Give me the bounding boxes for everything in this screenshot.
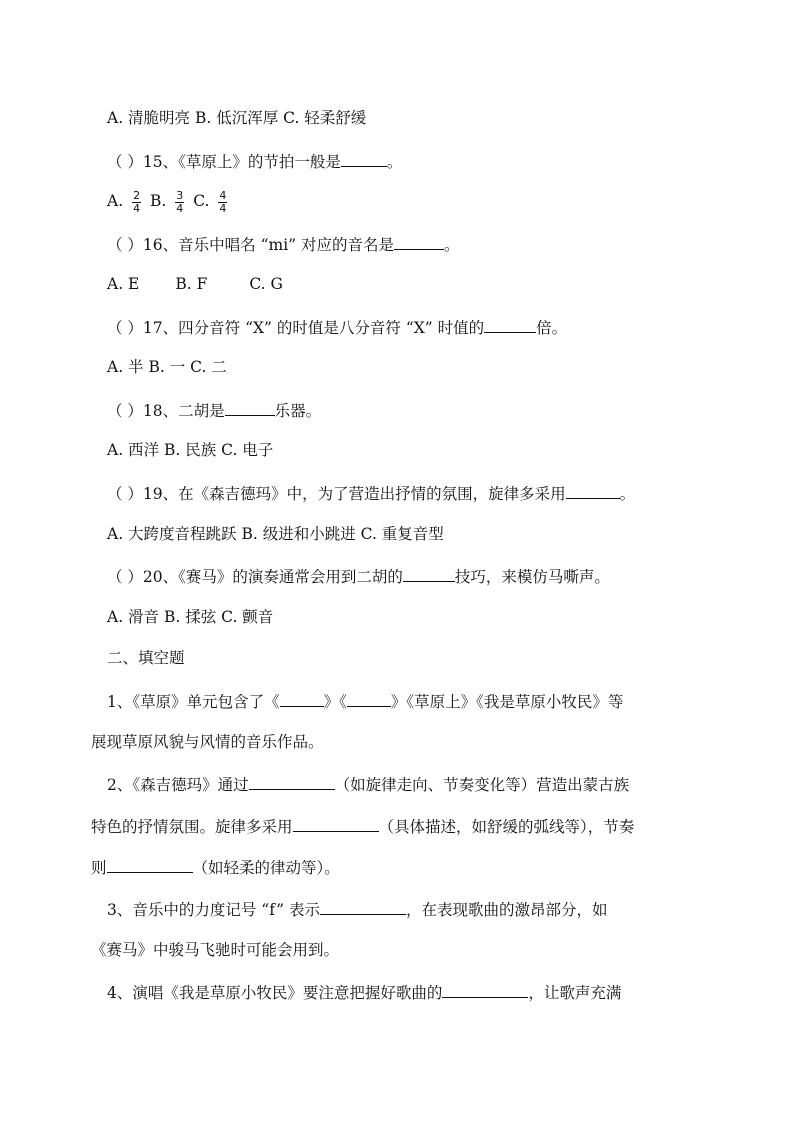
f3-blank-1 — [320, 898, 406, 915]
f4-text-1: 4、演唱《我是草原小牧民》要注意把握好歌曲的 — [107, 984, 443, 1002]
f1-text-3: 》《草原上》《我是草原小牧民》等 — [390, 693, 624, 711]
fill-1-line-1 — [0, 690, 794, 712]
question-17 — [0, 316, 794, 338]
f1-text-2: 》《 — [323, 693, 347, 711]
q17-options: A. 半 B. 一 C. 二 — [107, 358, 227, 376]
q15-option-b-label: B. — [150, 192, 167, 210]
q17-blank — [484, 316, 536, 333]
f2-blank-2 — [293, 815, 379, 832]
q15-option-b-fraction: $\frac{3}{4}$ — [176, 188, 184, 215]
q18-end: 乐器。 — [274, 402, 322, 420]
f4-text-2: ，让歌声充满 — [528, 984, 622, 1002]
fill-1-line-2: 展现草原风貌与风情的音乐作品。 — [91, 733, 324, 751]
q20-stem: （ ）20、《赛马》的演奏通常会用到二胡的 — [107, 568, 403, 586]
question-15 — [0, 150, 794, 172]
question-18 — [0, 399, 794, 421]
f2-text-1: 2、《森吉德玛》通过 — [107, 776, 249, 794]
f2-blank-3 — [107, 856, 193, 873]
fill-3-line-1 — [0, 898, 794, 920]
question-16 — [0, 233, 794, 255]
fill-2-line-1 — [0, 773, 794, 795]
f3-text-2: ，在表现歌曲的激昂部分，如 — [405, 901, 608, 919]
q19-options: A. 大跨度音程跳跃 B. 级进和小跳进 C. 重复音型 — [107, 525, 444, 543]
q17-stem: （ ）17、四分音符 “X” 的时值是八分音符 “X” 时值的 — [107, 319, 485, 337]
fill-4-line-1 — [0, 981, 794, 1003]
q19-stem: （ ）19、在《森吉德玛》中，为了营造出抒情的氛围，旋律多采用 — [107, 485, 566, 503]
f1-blank-1 — [280, 690, 324, 707]
q15-stem: （ ）15、《草原上》的节拍一般是 — [107, 153, 341, 171]
q18-options: A. 西洋 B. 民族 C. 电子 — [107, 441, 274, 459]
f3-text-1: 3、音乐中的力度记号 “f” 表示 — [107, 901, 320, 919]
q15-option-a-label: A. — [107, 192, 124, 210]
q19-blank — [566, 482, 620, 499]
f2-text-3: 特色的抒情氛围。旋律多采用 — [91, 818, 293, 836]
q15-option-c-label: C. — [193, 192, 210, 210]
q14-options: A. 清脆明亮 B. 低沉浑厚 C. 轻柔舒缓 — [107, 109, 367, 127]
f2-text-2: （如旋律走向、节奏变化等）营造出蒙古族 — [334, 776, 630, 794]
q18-blank — [225, 399, 275, 416]
q20-blank — [403, 565, 455, 582]
f1-text-1: 1、《草原》单元包含了《 — [107, 693, 280, 711]
question-20 — [0, 565, 794, 587]
fill-3-line-2: 《赛马》中骏马飞驰时可能会用到。 — [91, 941, 340, 959]
f4-blank-1 — [442, 981, 528, 998]
f2-blank-1 — [249, 773, 335, 790]
q17-end: 倍。 — [536, 319, 568, 337]
q16-stem: （ ）16、音乐中唱名 “mi” 对应的音名是 — [107, 236, 395, 254]
q16-blank — [394, 233, 444, 250]
q16-option-c: C. G — [249, 275, 283, 293]
section-title: 二、填空题 — [107, 649, 185, 667]
question-19 — [0, 482, 794, 504]
q15-option-c-fraction: $\frac{4}{4}$ — [219, 188, 227, 215]
q15-options — [0, 187, 794, 215]
q15-option-a-fraction: $\frac{2}{4}$ — [133, 188, 141, 215]
f2-text-5: 则 — [91, 859, 107, 877]
q20-options: A. 滑音 B. 揉弦 C. 颤音 — [107, 608, 274, 626]
f2-text-4: （具体描述，如舒缓的弧线等），节奏 — [378, 818, 635, 836]
q15-end: 。 — [386, 153, 403, 171]
q16-option-b: B. F — [175, 275, 208, 293]
f1-blank-2 — [347, 690, 391, 707]
fill-2-line-2 — [0, 815, 794, 837]
q16-options — [0, 274, 794, 294]
q18-stem: （ ）18、二胡是 — [107, 402, 225, 420]
q20-end: 技巧，来模仿马嘶声。 — [454, 568, 610, 586]
q15-blank — [341, 150, 387, 167]
q16-option-a: A. E — [107, 275, 140, 293]
f2-text-6: （如轻柔的律动等）。 — [192, 859, 340, 877]
q19-end: 。 — [619, 485, 636, 503]
fill-2-line-3 — [0, 856, 794, 878]
q16-end: 。 — [444, 236, 460, 254]
